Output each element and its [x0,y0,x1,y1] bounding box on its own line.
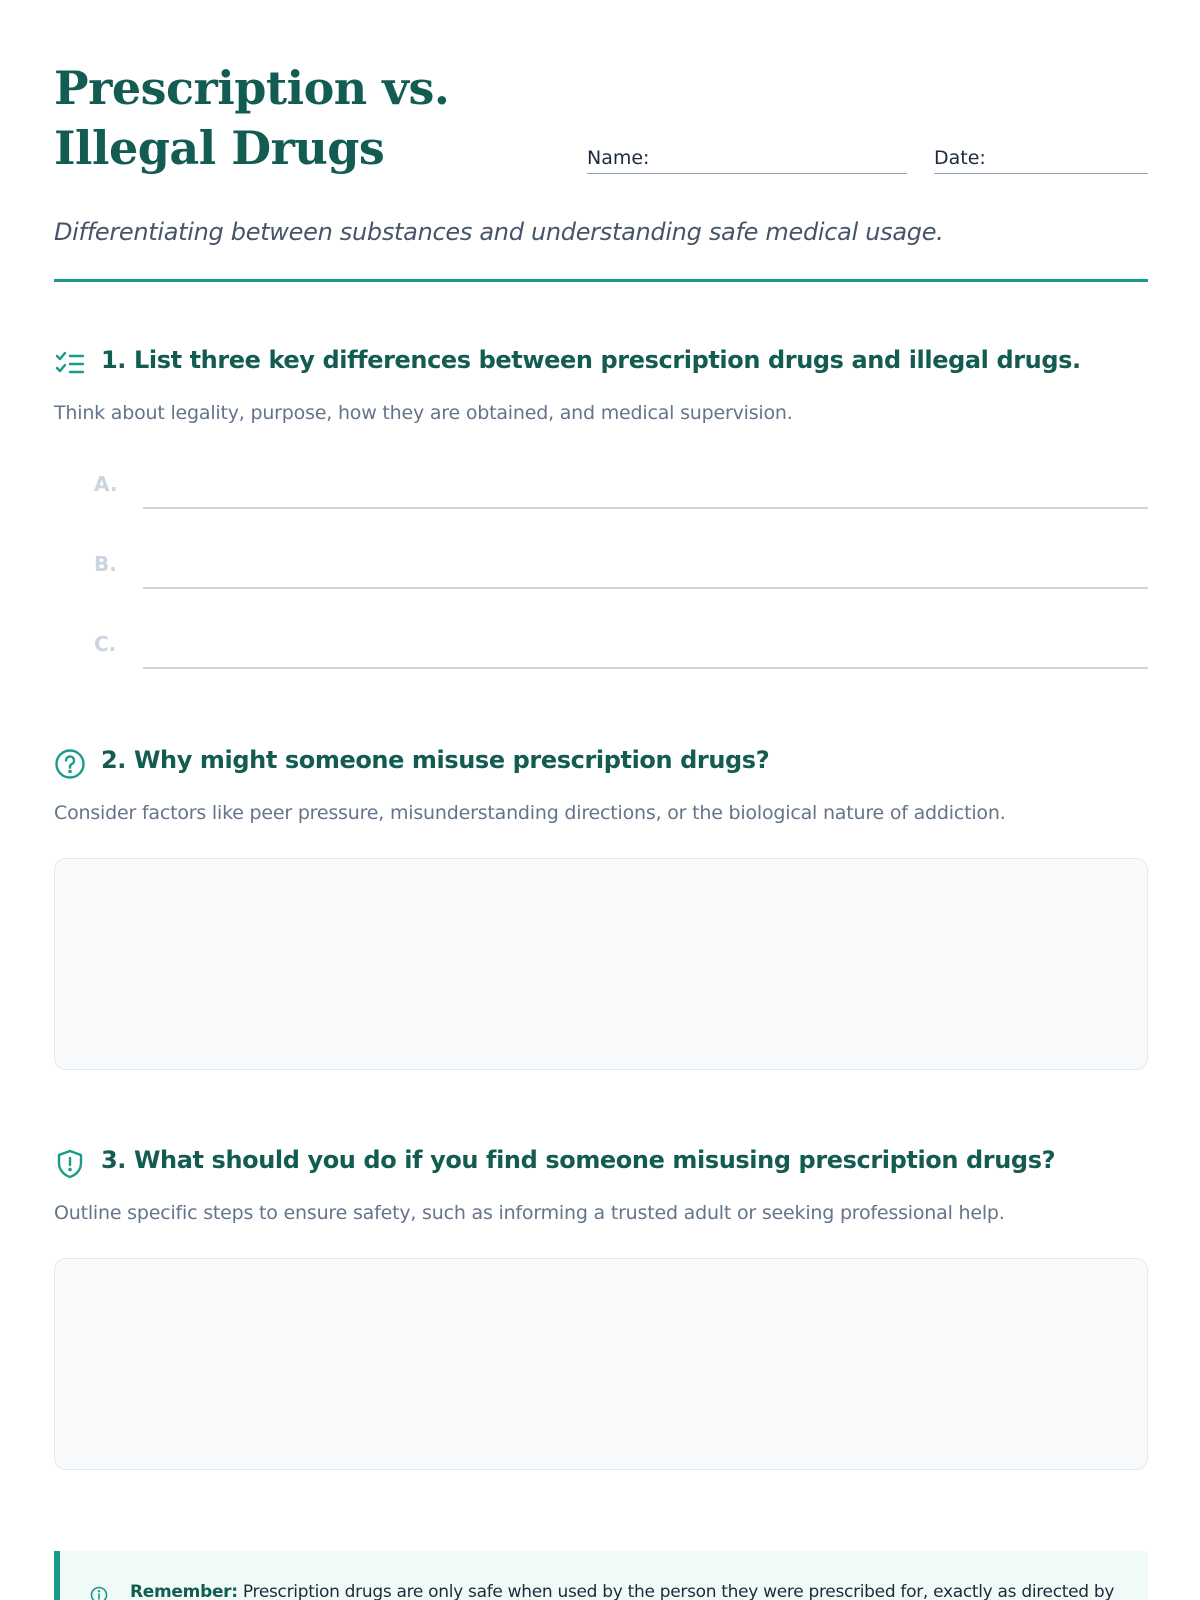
question-3-hint: Outline specific steps to ensure safety, such as informing a trusted adult or seeking professional help. [54,1202,1005,1224]
worksheet-page [54,0,1148,1600]
question-2-title: 2. Why might someone misuse prescription drugs? [101,746,770,774]
info-icon [90,1586,108,1600]
answer-letter-a: A. [94,472,118,496]
question-circle-icon [54,748,86,780]
question-3-title: 3. What should you do if you find someone misusing prescription drugs? [101,1146,1056,1174]
reminder-label: Remember: [130,1582,238,1600]
name-field[interactable] [587,142,907,174]
header-divider [54,279,1148,282]
answer-box-2[interactable] [54,858,1148,1070]
answer-underline [143,667,1148,669]
answer-line-b[interactable] [54,552,1148,582]
answer-line-c[interactable] [54,632,1148,662]
answer-underline [143,507,1148,509]
reminder-body: Prescription drugs are only safe when used by the person they were prescribed for, exactly as directed by [242,1582,1115,1600]
question-1-hint: Think about legality, purpose, how they are obtained, and medical supervision. [54,402,793,424]
question-3-heading [54,1144,1148,1180]
answer-box-3[interactable] [54,1258,1148,1470]
answer-letter-b: B. [94,552,117,576]
answer-underline [143,587,1148,589]
question-2-hint: Consider factors like peer pressure, misunderstanding directions, or the biological nature of addiction. [54,802,1006,824]
question-1-heading [54,344,1148,380]
worksheet-header [54,58,1148,176]
title-line-2: Illegal Drugs [54,121,385,175]
date-label: Date: [934,147,986,169]
page-subtitle: Differentiating between substances and understanding safe medical usage. [54,218,944,246]
question-1-title: 1. List three key differences between prescription drugs and illegal drugs. [101,346,1081,374]
reminder-note [54,1551,1148,1600]
shield-alert-icon [54,1148,86,1180]
date-field[interactable] [934,142,1148,174]
page-title [54,58,574,178]
name-label: Name: [587,147,650,169]
title-line-1: Prescription vs. [54,61,450,115]
answer-line-a[interactable] [54,472,1148,502]
answer-letter-c: C. [94,632,117,656]
reminder-text [130,1582,1114,1600]
question-2-heading [54,744,1148,780]
checklist-icon [54,348,86,380]
